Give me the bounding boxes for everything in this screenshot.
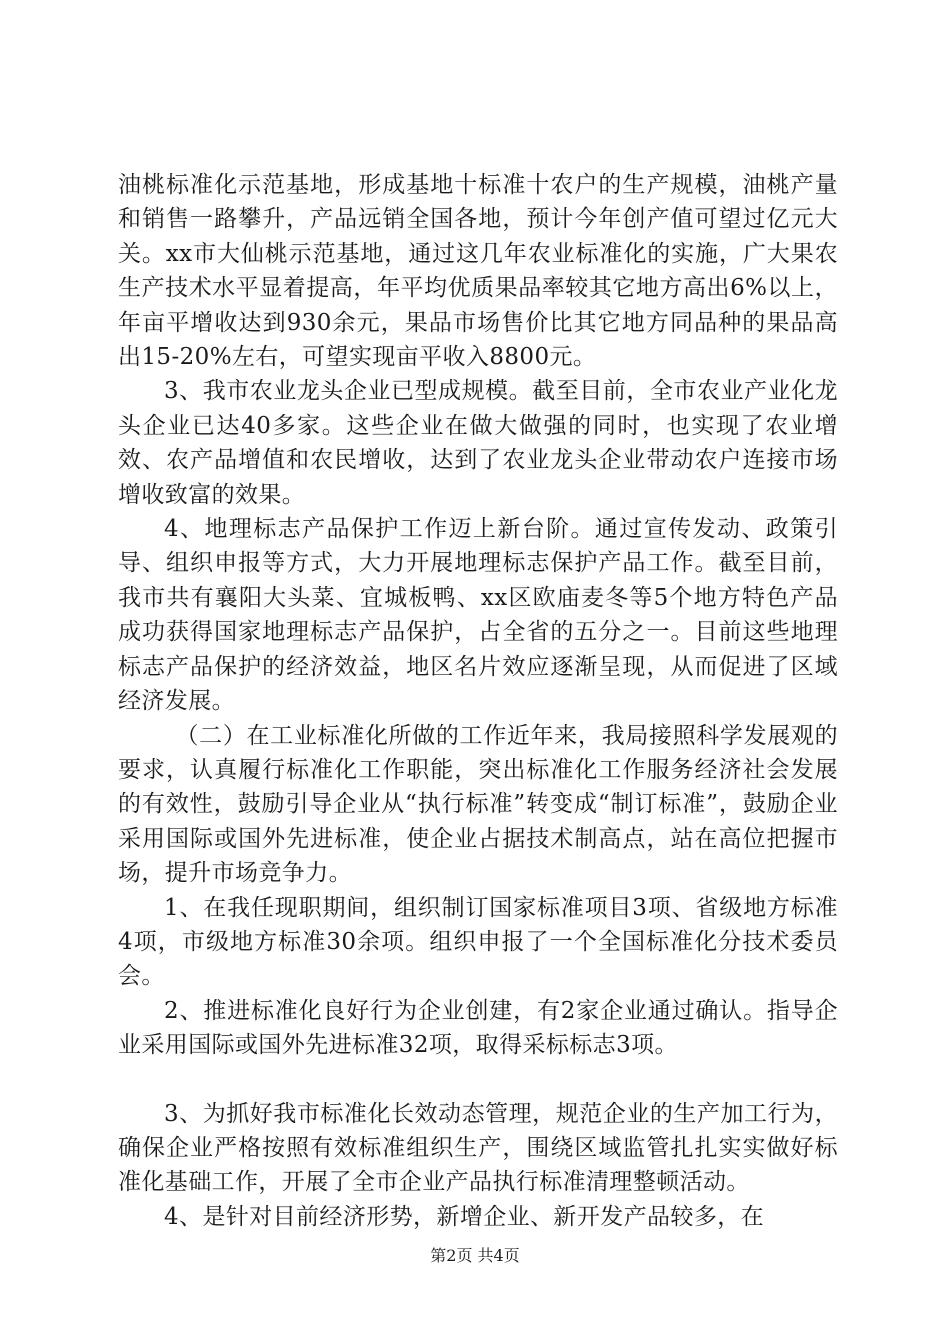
paragraph-item-4-economy: 4、是针对目前经济形势，新增企业、新开发产品较多，在	[164, 1203, 765, 1230]
paragraph-item-1-standards: 1、在我任现职期间，组织制订国家标准项目3项、省级地方标准4项，市级地方标准30余项。组织申报了一个全国标准化分技术委员会。	[118, 894, 838, 990]
paragraph-item-3-management: 3、为抓好我市标准化长效动态管理，规范企业的生产加工行为，确保企业严格按照有效标准组织生产，围绕区域监管扎扎实实做好标准化基础工作，开展了全市企业产品执行标准清理整顿活动。	[118, 1100, 838, 1196]
paragraph-item-2-enterprise: 2、推进标准化良好行为企业创建，有2家企业通过确认。指导企业采用国际或国外先进标准32项，取得采标标志3项。	[118, 997, 838, 1059]
paragraph-item-3-agriculture: 3、我市农业龙头企业已型成规模。截至目前，全市农业产业化龙头企业已达40多家。这些企业在做大做强的同时，也实现了农业增效、农产品增值和农民增收，达到了农业龙头企业带动农户连接市场增收致富的效果。	[118, 378, 838, 508]
page-number-footer: 第2页 共4页	[430, 1246, 520, 1265]
paragraph-item-4-geographic: 4、地理标志产品保护工作迈上新台阶。通过宣传发动、政策引导、组织申报等方式，大力开展地理标志保护产品工作。截至目前，我市共有襄阳大头菜、宜城板鸭、xx区欧庙麦冬等5个地方特色产品成功获得国家地理标志产品保护，占全省的五分之一。目前这些地理标志产品保护的经济效益，地区名片效应逐渐呈现，从而促进了区域经济发展。	[118, 516, 838, 715]
document-body	[118, 168, 838, 1234]
paragraph-continuation: 油桃标准化示范基地，形成基地十标准十农户的生产规模，油桃产量和销售一路攀升，产品远销全国各地，预计今年创产值可望过亿元大关。xx市大仙桃示范基地，通过这几年农业标准化的实施，广大果农生产技术水平显着提高，年平均优质果品率较其它地方高出6%以上，年亩平增收达到930余元，果品市场售价比其它地方同品种的果品高出15-20%左右，可望实现亩平收入8800元。	[118, 172, 838, 371]
paragraph-section-industrial: （二）在工业标准化所做的工作近年来，我局接照科学发展观的要求，认真履行标准化工作职能，突出标准化工作服务经济社会发展的有效性，鼓励引导企业从“执行标准”转变成“制订标准”，鼓励企业采用国际或国外先进标准，使企业占据技术制高点，站在高位把握市场，提升市场竞争力。	[118, 722, 838, 887]
